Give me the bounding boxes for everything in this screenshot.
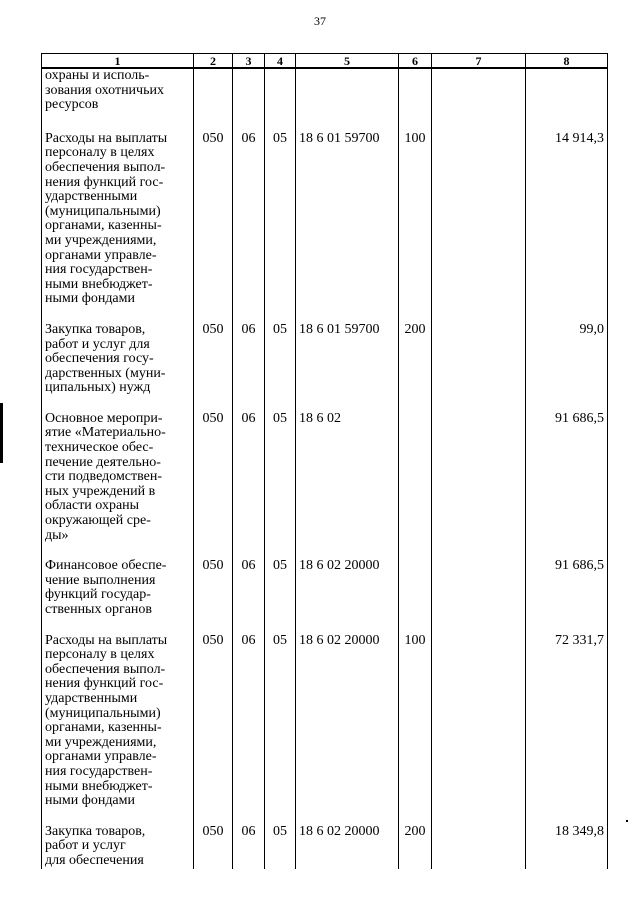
item-name-line: области охраны <box>45 498 140 514</box>
table-row <box>42 634 608 825</box>
item-name-line: ными фондами <box>45 291 136 307</box>
item-name-line: печение деятельно- <box>45 454 161 470</box>
amount-cell: 99,0 <box>526 323 608 412</box>
item-name-line: ния государствен- <box>45 763 153 779</box>
item-name-line: Расходы на выплаты <box>45 632 168 648</box>
item-name-cell <box>42 68 194 132</box>
expense-type-cell: 200 <box>399 825 432 869</box>
item-name-line: ния государствен- <box>45 262 153 278</box>
subsection-code-cell <box>265 68 296 132</box>
amount-cell: 72 331,7 <box>526 634 608 825</box>
item-name-line: дарственных (муни- <box>45 365 166 381</box>
item-name-line: персоналу в целях <box>45 145 155 161</box>
amount-cell: 14 914,3 <box>526 132 608 323</box>
item-name-line: (муниципальными) <box>45 203 161 219</box>
page-number: 37 <box>314 14 326 28</box>
expense-type-cell <box>399 559 432 633</box>
table-row <box>42 323 608 412</box>
column-header-4: 4 <box>265 54 296 69</box>
grbs-code-cell: 050 <box>194 559 233 633</box>
item-name-line: сти подведомствен- <box>45 469 163 485</box>
item-name-line: обеспечения выпол- <box>45 661 166 677</box>
expense-type-cell: 100 <box>399 634 432 825</box>
item-name-line: техническое обес- <box>45 440 154 456</box>
item-name-cell <box>42 559 194 633</box>
item-name-line: Расходы на выплаты <box>45 130 168 146</box>
item-name-line: Финансовое обеспе- <box>45 558 167 574</box>
item-name-line: ми учреждениями, <box>45 734 157 750</box>
item-name-line: Основное меропри- <box>45 410 163 426</box>
expense-type-cell: 200 <box>399 323 432 412</box>
item-name-line: ятие «Материально- <box>45 425 166 441</box>
item-name-line: органами, казенны- <box>45 720 162 736</box>
item-name-line: органами управле- <box>45 749 157 765</box>
amount-cell: 91 686,5 <box>526 412 608 559</box>
item-name-line: обеспечения выпол- <box>45 159 166 175</box>
column-7-cell <box>432 559 526 633</box>
expense-type-cell: 100 <box>399 132 432 323</box>
table-row <box>42 825 608 869</box>
item-name-cell <box>42 412 194 559</box>
item-name-line: органами, казенны- <box>45 218 162 234</box>
item-name-line: ресурсов <box>45 97 99 113</box>
target-article-cell: 18 6 02 20000 <box>296 825 399 869</box>
budget-table-container <box>41 53 608 869</box>
column-7-cell <box>432 634 526 825</box>
item-name-line: органами управле- <box>45 247 157 263</box>
table-row <box>42 132 608 323</box>
section-code-cell: 06 <box>233 323 265 412</box>
subsection-code-cell: 05 <box>265 323 296 412</box>
table-row <box>42 559 608 633</box>
item-name-line: ных учреждений в <box>45 483 156 499</box>
item-name-line: ципальных) нужд <box>45 380 151 396</box>
item-name-line: персоналу в целях <box>45 647 155 663</box>
item-name-line: окружающей сре- <box>45 513 151 529</box>
column-header-6: 6 <box>399 54 432 69</box>
section-code-cell <box>233 68 265 132</box>
section-code-cell: 06 <box>233 132 265 323</box>
item-name-cell <box>42 634 194 825</box>
section-code-cell: 06 <box>233 412 265 559</box>
subsection-code-cell: 05 <box>265 634 296 825</box>
column-7-cell <box>432 132 526 323</box>
subsection-code-cell: 05 <box>265 412 296 559</box>
target-article-cell: 18 6 01 59700 <box>296 132 399 323</box>
item-name-line: чение выполнения <box>45 572 156 588</box>
item-name-line: Закупка товаров, <box>45 321 146 337</box>
column-header-8: 8 <box>526 54 608 69</box>
section-code-cell: 06 <box>233 825 265 869</box>
subsection-code-cell: 05 <box>265 132 296 323</box>
column-number-header <box>42 54 608 69</box>
item-name-line: (муниципальными) <box>45 705 161 721</box>
item-name-line: нения функций гос- <box>45 676 164 692</box>
grbs-code-cell: 050 <box>194 634 233 825</box>
item-name-line: ными фондами <box>45 793 136 809</box>
item-name-line: нения функций гос- <box>45 174 164 190</box>
item-name-line: охраны и исполь- <box>45 68 150 83</box>
amount-cell: 91 686,5 <box>526 559 608 633</box>
column-header-7: 7 <box>432 54 526 69</box>
target-article-cell: 18 6 02 20000 <box>296 634 399 825</box>
table-row <box>42 412 608 559</box>
column-header-2: 2 <box>194 54 233 69</box>
item-name-line: Закупка товаров, <box>45 823 146 839</box>
scan-dot <box>626 820 628 822</box>
target-article-cell <box>296 68 399 132</box>
item-name-line: ми учреждениями, <box>45 232 157 248</box>
table-body <box>42 68 608 869</box>
grbs-code-cell: 050 <box>194 825 233 869</box>
item-name-line: ды» <box>45 527 69 543</box>
item-name-line: обеспечения госу- <box>45 351 154 367</box>
column-header-3: 3 <box>233 54 265 69</box>
expense-type-cell <box>399 68 432 132</box>
item-name-line: ными внебюджет- <box>45 276 153 292</box>
grbs-code-cell: 050 <box>194 323 233 412</box>
budget-table <box>41 53 608 869</box>
subsection-code-cell: 05 <box>265 559 296 633</box>
amount-cell: 18 349,8 <box>526 825 608 869</box>
item-name-line: ударственными <box>45 189 138 205</box>
target-article-cell: 18 6 02 <box>296 412 399 559</box>
column-7-cell <box>432 412 526 559</box>
column-7-cell <box>432 68 526 132</box>
margin-scan-mark <box>0 403 3 463</box>
item-name-cell <box>42 132 194 323</box>
table-row <box>42 68 608 132</box>
target-article-cell: 18 6 02 20000 <box>296 559 399 633</box>
expense-type-cell <box>399 412 432 559</box>
column-header-1: 1 <box>42 54 194 69</box>
item-name-cell <box>42 825 194 869</box>
item-name-line: ственных органов <box>45 602 153 617</box>
column-7-cell <box>432 323 526 412</box>
grbs-code-cell: 050 <box>194 412 233 559</box>
grbs-code-cell: 050 <box>194 132 233 323</box>
section-code-cell: 06 <box>233 634 265 825</box>
item-name-line: функций государ- <box>45 587 151 603</box>
amount-cell <box>526 68 608 132</box>
item-name-line: работ и услуг для <box>45 336 150 352</box>
target-article-cell: 18 6 01 59700 <box>296 323 399 412</box>
column-7-cell <box>432 825 526 869</box>
item-name-line: ударственными <box>45 690 138 706</box>
item-name-cell <box>42 323 194 412</box>
section-code-cell: 06 <box>233 559 265 633</box>
item-name-line: ными внебюджет- <box>45 778 153 794</box>
subsection-code-cell: 05 <box>265 825 296 869</box>
column-header-5: 5 <box>296 54 399 69</box>
grbs-code-cell <box>194 68 233 132</box>
item-name-line: работ и услуг <box>45 838 126 854</box>
item-name-line: для обеспечения <box>45 852 144 868</box>
item-name-line: зования охотничьих <box>45 82 164 98</box>
